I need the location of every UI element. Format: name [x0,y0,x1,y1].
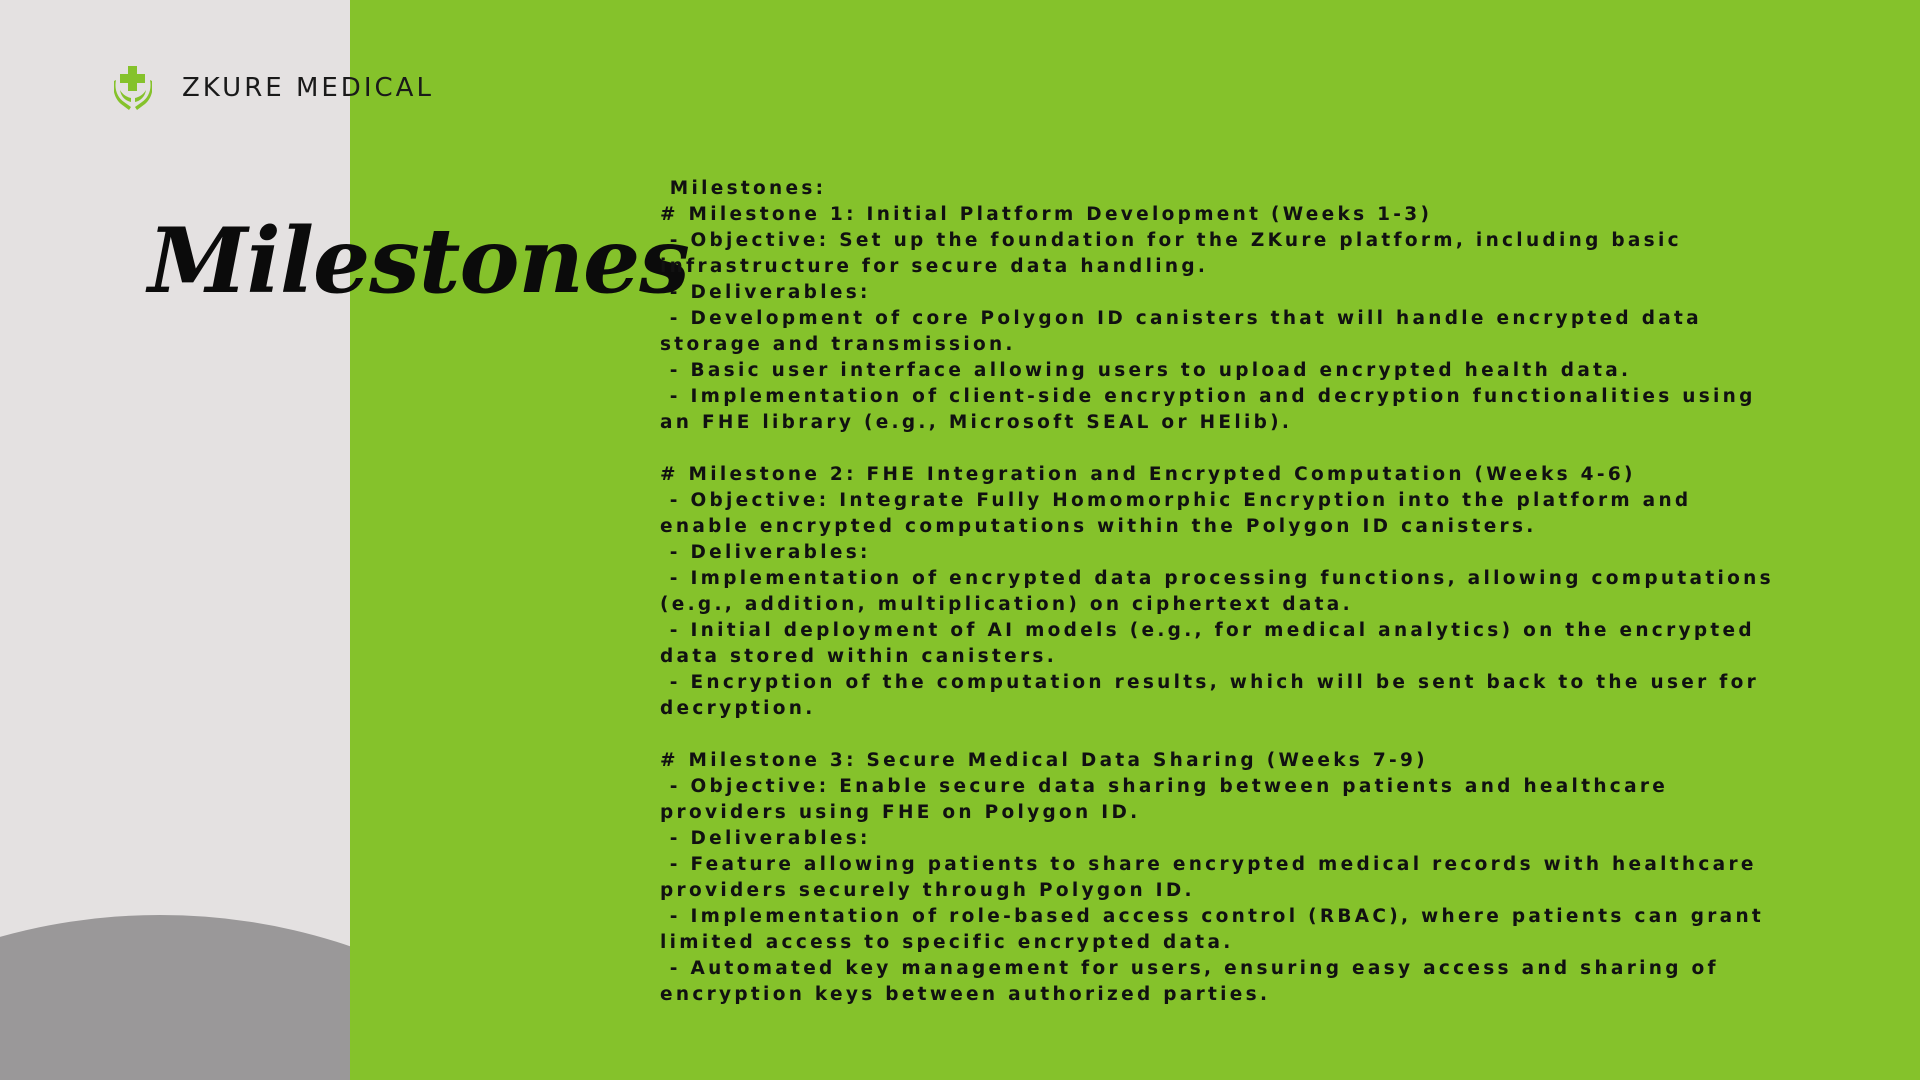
text-line: - Implementation of client-side encryption and decryption functionalities using [660,386,1756,407]
decorative-corner-shape [0,915,350,1080]
blank-line [660,722,1860,748]
text-line: - Feature allowing patients to share encrypted medical records with healthcare [660,854,1757,875]
text-line: limited access to specific encrypted data. [660,932,1234,953]
text-line: providers securely through Polygon ID. [660,880,1195,901]
milestones-text [660,176,1860,1008]
text-line: providers using FHE on Polygon ID. [660,802,1141,823]
left-panel [0,0,350,1080]
text-line: encryption keys between authorized parties. [660,984,1271,1005]
text-line: - Development of core Polygon ID canisters that will handle encrypted data [660,308,1702,329]
text-line: storage and transmission. [660,334,1016,355]
text-line: - Objective: Set up the foundation for the ZKure platform, including basic [660,230,1682,251]
text-line: - Deliverables: [660,282,871,303]
text-line: # Milestone 1: Initial Platform Development (Weeks 1-3) [660,204,1433,225]
text-line: - Initial deployment of AI models (e.g., for medical analytics) on the encrypted [660,620,1755,641]
blank-line [660,436,1860,462]
text-line: enable encrypted computations within the Polygon ID canisters. [660,516,1537,537]
text-line: Milestones: [660,178,827,199]
brand-name: ZKURE MEDICAL [182,73,434,103]
text-line: # Milestone 2: FHE Integration and Encrypted Computation (Weeks 4-6) [660,464,1636,485]
text-line: - Objective: Enable secure data sharing between patients and healthcare [660,776,1669,797]
text-line: - Basic user interface allowing users to upload encrypted health data. [660,360,1632,381]
text-line: - Encryption of the computation results, which will be sent back to the user for [660,672,1760,693]
text-line: - Deliverables: [660,828,871,849]
text-line: - Implementation of role-based access control (RBAC), where patients can grant [660,906,1765,927]
text-line: - Deliverables: [660,542,871,563]
text-line: - Implementation of encrypted data processing functions, allowing computations [660,568,1774,589]
page-title: Milestones [148,208,689,314]
medical-cross-hands-icon [114,66,152,110]
text-line: data stored within canisters. [660,646,1058,667]
text-line: decryption. [660,698,816,719]
text-line: infrastructure for secure data handling. [660,256,1209,277]
text-line: an FHE library (e.g., Microsoft SEAL or HElib). [660,412,1293,433]
text-line: (e.g., addition, multiplication) on ciphertext data. [660,594,1353,615]
text-line: - Objective: Integrate Fully Homomorphic Encryption into the platform and [660,490,1692,511]
brand-header [114,66,434,110]
text-line: - Automated key management for users, ensuring easy access and sharing of [660,958,1719,979]
text-line: # Milestone 3: Secure Medical Data Sharing (Weeks 7-9) [660,750,1428,771]
